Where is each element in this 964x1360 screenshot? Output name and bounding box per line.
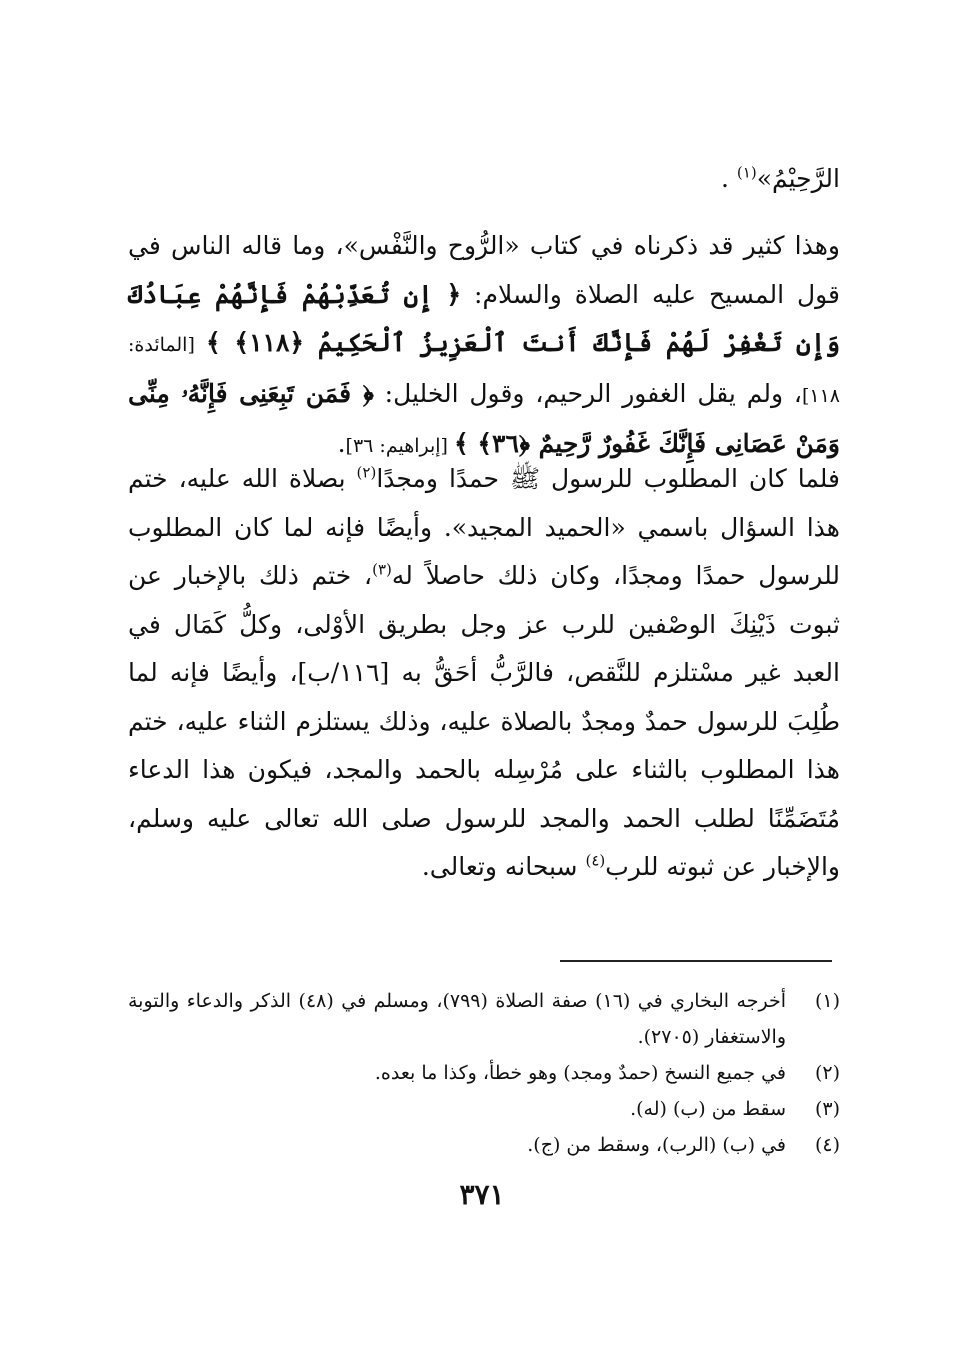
footnote-text: في جميع النسخ (حمدٌ ومجد) وهو خطأ، وكذا ما بعده. bbox=[374, 1062, 786, 1084]
paragraph-text: سبحانه وتعالى. bbox=[421, 852, 586, 881]
footnote-item bbox=[128, 1091, 840, 1127]
paragraph-quran-citations bbox=[128, 222, 840, 471]
quote-ending-text: الرَّحِيْمُ» bbox=[756, 164, 840, 193]
footnote-separator bbox=[560, 960, 832, 962]
footnote-text: سقط من (ب) (له). bbox=[630, 1098, 786, 1120]
footnote-number: (٤) bbox=[814, 1134, 840, 1156]
footnote-text: أخرجه البخاري في (١٦) صفة الصلاة (٧٩٩)، ومسلم في (٤٨) الذكر والدعاء والتوبة والاستغفار (٢٧٠٥). bbox=[128, 990, 786, 1048]
quote-ending-period: . bbox=[721, 164, 737, 193]
quran-verse-ibrahim: ﴿ فَمَن تَبِعَنِى فَإِنَّهُۥ مِنِّى وَمَنْ عَصَانِى فَإِنَّكَ غَفُورٌ رَّحِيمٌ ﴿٣٦﴾ ﴾ bbox=[128, 378, 840, 458]
paragraph-text: فلما كان المطلوب للرسول ﷺ حمدًا ومجدًا bbox=[376, 464, 841, 493]
paragraph-explanation bbox=[128, 455, 840, 892]
footnote-ref-2[interactable]: (٢) bbox=[356, 463, 377, 482]
verse-reference: [المائدة: ١١٨] bbox=[128, 334, 840, 407]
paragraph-quote-ending bbox=[128, 155, 840, 204]
paragraph-text: ، ولم يقل الغفور الرحيم، وقول الخليل: bbox=[373, 378, 802, 408]
footnote-text: في (ب) (الرب)، وسقط من (ج). bbox=[527, 1134, 786, 1156]
footnote-number: (١) bbox=[814, 990, 840, 1012]
footnote-item bbox=[128, 1055, 840, 1091]
footnote-ref-3[interactable]: (٣) bbox=[372, 560, 392, 579]
verse-reference: [إبراهيم: ٣٦] bbox=[345, 435, 455, 457]
quran-verse-maidah: ﴿ إِن تُعَذِّبْهُمْ فَإِنَّهُمْ عِبَادُكَ وَإِن تَغْفِرْ لَهُمْ فَإِنَّكَ أَنتَ ٱلْعَزِيزُ ٱلْحَكِيمُ ﴿١١٨﴾ ﴾ bbox=[128, 279, 840, 357]
footnote-number: (٢) bbox=[814, 1062, 840, 1084]
footnote-number: (٣) bbox=[814, 1098, 840, 1120]
footnote-item bbox=[128, 1127, 840, 1163]
footnotes-list bbox=[128, 983, 840, 1163]
footnote-ref-1[interactable]: (١) bbox=[736, 163, 757, 182]
paragraph-text: بصلاة الله عليه، ختم هذا السؤال باسمي «الحميد المجيد». وأيضًا فإنه لما كان المطلوب للرسول حمدًا ومجدًا، وكان ذلك حاصلاً له bbox=[128, 464, 840, 590]
paragraph-text: ، ختم ذلك بالإخبار عن ثبوت ذَيْنِكَ الوصْفين للرب عز وجل بطريق الأوْلى، وكلُّ كَمَال في العبد غير مسْتلزم للنَّقص، فالرَّبُّ أحَقُّ به [١١٦/ب]، وأيضًا فإنه لما طُلِبَ للرسول حمدٌ ومجدٌ بالصلاة عليه، وذلك يستلزم الثناء عليه، ختم هذا المطلوب بالثناء على مُرْسِله بالحمد والمجد، فيكون هذا الدعاء مُتَضَمِّنًا لطلب الحمد والمجد للرسول صلى الله تعالى عليه وسلم، والإخبار عن ثبوته للرب bbox=[128, 561, 840, 881]
page-number: ٣٧١ bbox=[459, 1178, 505, 1211]
footnote-ref-4[interactable]: (٤) bbox=[585, 851, 606, 870]
paragraph-text: وهذا كثير قد ذكرناه في كتاب «الرُّوح والنَّفْس»، وما قاله الناس في قول المسيح عليه الصلاة والسلام: bbox=[128, 231, 840, 309]
paragraph-text: . bbox=[337, 429, 346, 458]
footnote-item bbox=[128, 983, 840, 1055]
